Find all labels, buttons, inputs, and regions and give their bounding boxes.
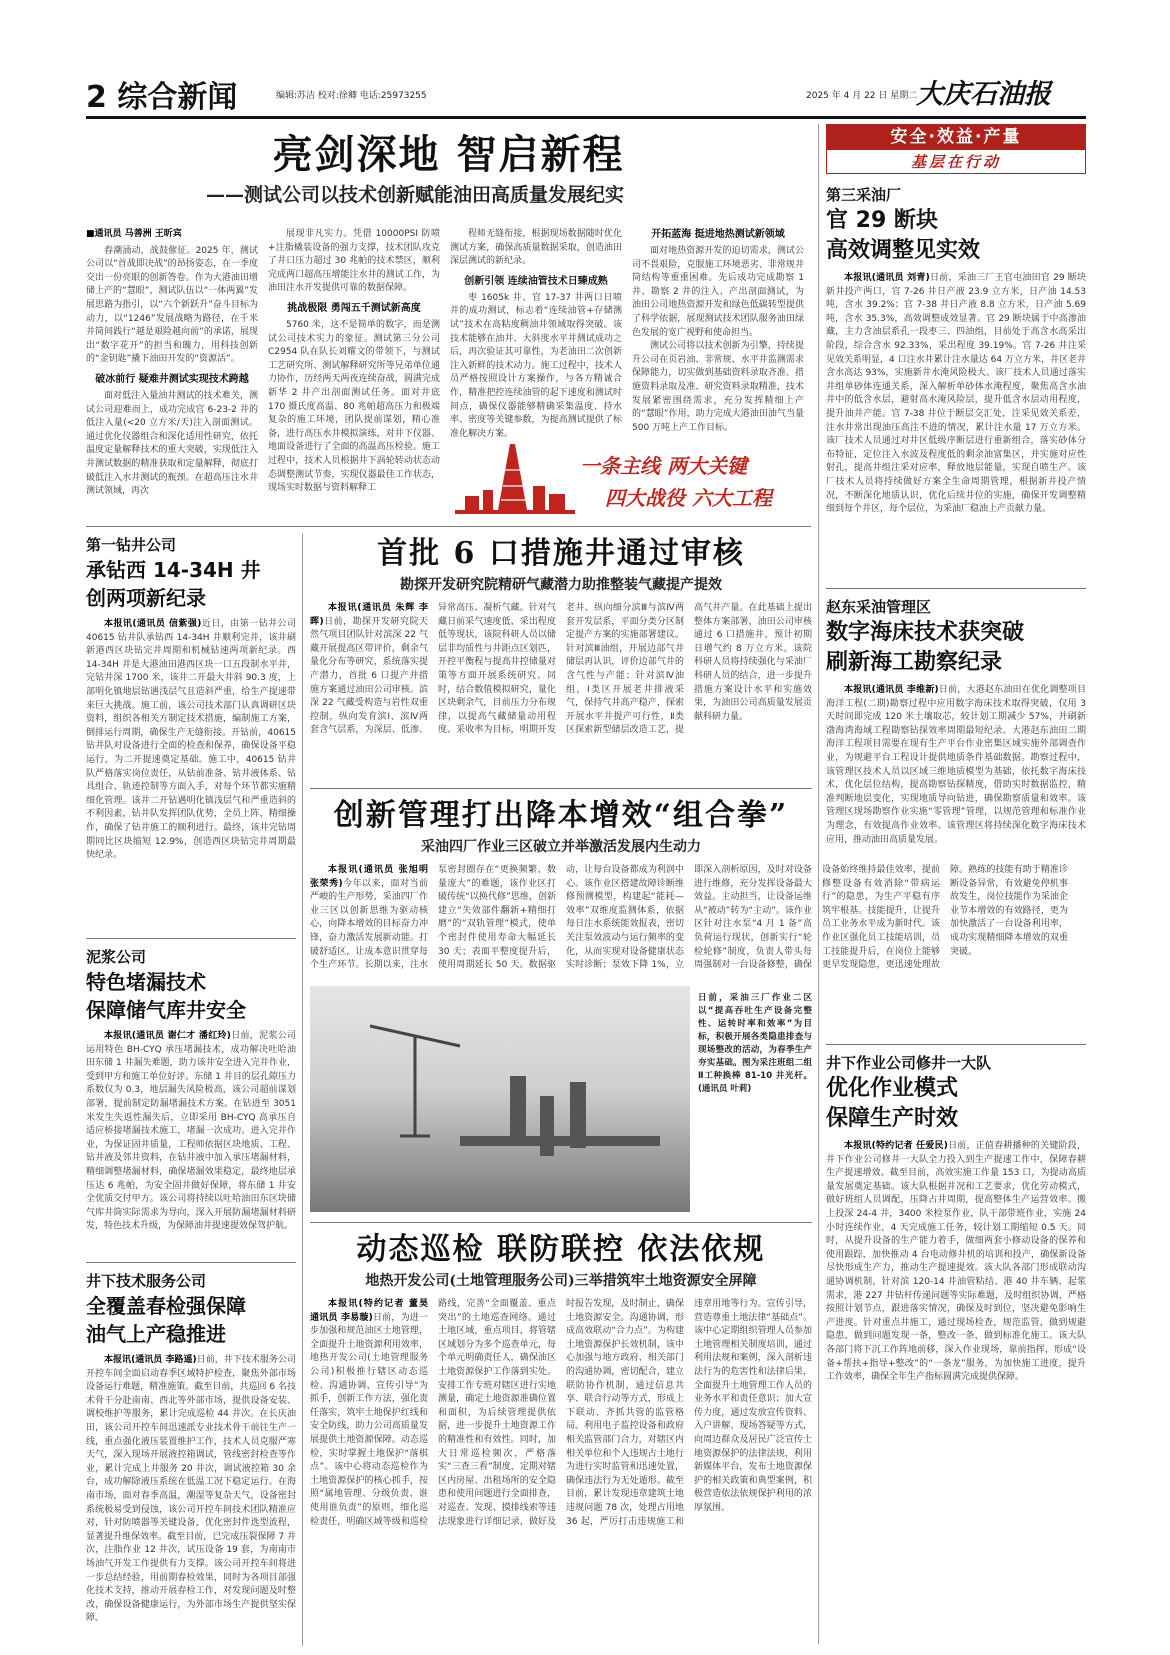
side-story-unit: 泥浆公司 bbox=[86, 948, 147, 966]
lead-byline: ■通讯员 马善洲 王昕宾 bbox=[86, 229, 182, 239]
side-story-text: 日前，大港赵东油田在优化调整项目海洋工程(二期)勘察过程中应用数字海床技术取得突破，仅用 3 天时间即完成 120 米土壤取芯，较计划工期减少 57%，并刷新渤海湾海域工程勘察钻探效率周期最短纪录。大港赵东油田二期海洋工程项目需要在现有生产平台作业密集区域实施外部调查作业，为规避平台工程设计提供地质条件基础数据。勘察过程中，该管理区技术人员以区域三维地质模型为基础，依托数字海床技术，优化层位结构，提高勘察钻探精度，借助实时数据监控，精准判断地层变化，实现地质导向钻进，确保勘察质量和效率。该管理区现场勘察作业实施“零管理”管理，以规范管理和标准作业为理念，有效提高作业效率。该管理区将持续深化数字海床技术应用，推动油田高质量发展。 bbox=[826, 685, 1086, 845]
section-rule bbox=[310, 788, 812, 789]
masthead bbox=[86, 70, 1086, 120]
side-story-text: 日前，泥浆公司运用特色 BH-CYQ 承压堵漏技术，成功解决吐哈油田东储 1 井漏失难题，助力该井安全进入完井作业，受到甲方和施工单位好评。东储 1 井目的层孔隙压力系数仅为 0.3，地层漏失风险极高，该公司超前谋划部署，提前制定防漏堵漏技术方案。在钻进至 3051 米发生失返性漏失后，立即采用 BH-CYQ 高承压自适应桥接堵漏技术施工，堵漏一次成功。进入完井作业，为保证固井质量，工程师依据区块地质、工程、钻井液及邻井资料，在钻井液中加入承压堵漏材料，精细调整堵漏材料，确保堵漏效果稳定，最终地层承压达 6 兆帕，为安全固井做好保障，将东储 1 井安全优质交付甲方。该公司将持续以吐哈油田东区块储气库井筒实际需求为导向，深入开展防漏堵漏材料研发，特色技术升级，为保障油井提速提效保驾护航。 bbox=[86, 1031, 296, 1232]
lead-headline: 亮剑深地 智启新程 bbox=[272, 131, 625, 178]
side-story-headline: 优化作业模式 bbox=[826, 1076, 959, 1101]
side-story-headline: 数字海床技术获突破 bbox=[826, 620, 1025, 645]
side-story-headline: 保障生产时效 bbox=[826, 1106, 959, 1131]
lead-subhead: 创新引领 连续油管技术日臻成熟 bbox=[464, 275, 608, 287]
side-story-1 bbox=[826, 184, 1086, 584]
column-rule bbox=[818, 124, 819, 1644]
story-c-text: 日前，为进一步加强和规范油区土地管理，全面提升土地资源利用效率，地热开发公司(土地管理服务公司)积极推行辖区动态巡检、沟通协调、宣传引导“为抓手，创新工作方法，强化责任落实，筑牢土地保护红线和安全防线，助力公司高质量发展提供土地资源保障。动态巡检，实时掌握土地保护“落棋点”。该中心将动态巡检作为土地资源保护的核心抓手，按照“属地管理、分级负责、谁使用谁负责”的原则，细化巡检责任，明确区域等级和巡检路线，完善“全面覆盖、重点突出”的土地巡查网络。通过土地区域，重点项目，将管辖区域划分为多个巡查单元，每个单元明确责任人，确保油区土地资源保护工作落到实处。安排工作专班对辖区进行实地测量，确定土地资源准确位置和面积，为后续管理提供依据，进一步提升土地资源工作的精准性和有效性。同时，加大日常巡检频次，严格落实“三查三看”制度，定期对辖区内房屋、出租场所的安全隐患和使用问题进行全面排查，对巡查、发现、摸排线索等违法现象进行详细记录，做好及时报告发现，及时制止，确保土地资源安全。沟通协调，形成高效联动“合力点”。为构建土地资源保护长效机制，该中心加强与地方政府、相关部门的沟通协调，密切配合，建立联防协作机制，通过信息共享、联合行动等方式，形成上下联动、齐抓共管的监管格局。利用电子监控设备和政府相关监管部门合力，对辖区内相关单位和个人违规占土地行为进行实时监管和迅速处置，确保违法行为无处遁形。截至目前，累计发现违章建筑土地违规问题 78 次，处理占用地 36 起，严厉打击违规施工和违章用地等行为。宣传引导，营造尊重土地法律“基础点”。该中心定期组织管理人员参加土地管理相关制度培训，通过利用法规和案例，深入剖析违法行为的危害性和法律后果，全面提升土地管理工作人员的业务水平和责任意识；加大宣传力度，通过发放宣传资料、入户讲解、现场答疑等方式，向周边群众及居民广泛宣传土地资源保护的法律法规，利用新媒体平台，发布土地资源保护的相关政策和典型案例，积极营造依法依规保护利用的浓厚氛围。 bbox=[310, 1299, 812, 1527]
story-a-subheadline: 勘探开发研究院精研气藏潜力助推整装气藏提产提效 bbox=[400, 577, 722, 593]
story-b-subheadline: 采油四厂作业三区破立并举激活发展内生动力 bbox=[421, 839, 701, 855]
side-story-body bbox=[826, 272, 1086, 517]
story-a-text: 日前，勘探开发研究院天然气项目团队针对滨深 22 气藏开展提高区带评价，剩余气量化分布等研究，系统落实提产潜力，首批 6 口提产并措施方案通过油田公司审核。滨深 22 气藏受构造与岩性双重控制，纵向发育滨Ⅰ、滨Ⅳ两套含气层系，为深层、低渗、异常高压、凝析气藏。针对气藏日前采气速度低、采出程度低等现状，该院科研人员以储层非均质性与井距点区划匹，开控平衡程与提高井控储量对策等方面开展系统研究。同时，结合数值模拟研究，量化区块剩余气，目前压力分布规律，以提高气藏储量动用程度、采收率为目标，明期开发老井、纵向细分滨Ⅲ与滨Ⅳ两套开发层系，平面分类分区制定提产方案的实施部署建议。针对滨Ⅲ油组，开展边部气井储层再认识，评价边部气井的含气性与产能；针对滨Ⅳ油组，Ⅰ类区开展老井排液采气，保持气井高产稳产，探索开展水平井提产可行性，Ⅱ类区探索新型储层改造工艺，提高气井产量。在此基础上提出整体方案部署，油田公司审核通过 6 口措施井，预计初期日增气约 8 万立方米。该院科研人员将持续强化与采油厂科研人员的结合，进一步提升措施方案设计水平和实施效果，为油田公司高质量发展贡献科研力量。 bbox=[310, 603, 812, 736]
side-story-headline: 刷新海工勘察纪录 bbox=[826, 650, 1003, 675]
side-story-body bbox=[86, 1354, 296, 1626]
lead-paragraph: 枣 1605k 井、官 17-37 井两口日喷井的成功测试，标志着“连续油管+存储测试”技术在高粘度稠油井领域取得突破。该技术能够在油井、大斜度水平井测试成功之后，再次验证其可靠性，为老油田二次创新注入新鲜的技术动力。施工过程中，技术人员严格按照设计方案操作，与各方精诚合作，精准把控连续油管的起下速度和测试时间点，确保仪器能够精确采集温度、持水率、密度等关键参数，为提高测试提供了标准化解决方案。 bbox=[450, 292, 622, 439]
column-banner bbox=[826, 124, 1086, 176]
side-story-2 bbox=[86, 534, 296, 934]
side-story-body bbox=[86, 1030, 296, 1234]
side-story-byline: 本报讯(特约记者 任爱民) bbox=[844, 1141, 948, 1151]
lead-subhead: 破冰前行 疑难井测试实现技术跨越 bbox=[95, 373, 249, 385]
side-story-headline: 保障储气库井安全 bbox=[86, 998, 246, 1022]
lead-column-2 bbox=[268, 228, 440, 518]
story-a-byline: 本报讯(通讯员 朱辉 李晖) bbox=[310, 603, 428, 627]
editor-info: 编辑:苏洁 校对:徐卿 电话:25973255 bbox=[276, 91, 427, 101]
lead-paragraph: 面对地热资源开发的迫切需求，测试公司不畏艰险，克服施工环境恶劣、非常规井筒结构等重重困难。先后成功完成勘察 1 井、勘察 2 井的注入、产出剖面测试，为油田公司地热资源开发和绿色低碳转型提供了科学依据，展现测试技术团队服务油田绿色发展的宽广视野和使命担当。 bbox=[632, 246, 804, 338]
lead-column-1 bbox=[86, 228, 258, 518]
lead-subheadline: ——测试公司以技术创新赋能油田高质量发展纪实 bbox=[206, 184, 625, 206]
side-story-text: 日前，采油三厂王官屯油田官 29 断块新井投产两口，官 7-26 井日产液 23.9 立方米，日产油 14.53 吨，含水 39.2%；官 7-38 井日产液 8.8 立方米，日产油 5.69 吨，含水 35.3%，高效调整成效显著。官 29 断块属于中高渗油藏，主力含油层系孔一段枣三、四油组，目前处于高含水高采出阶段，综合含水 92.33%，采出程度 39.19%。官 7-26 井注采见效关系明显，4 口注水井累计注水量达 64 万立方米，井区老井含水高达 93%，实施新井水淹风险极大。该厂技术人员通过落实井组单砂体连通关系，深入解析单砂体水淹程度，聚焦高含水油井中的低含水层，避射高水淹风险层，提升低含水层动用程度，提升油井产能。官 7-38 井位于断层交汇处，注采见效关系差，注水井常出现油压高注不进的情况，累计注水量 17 万立方米。该厂技术人员通过对井区低级序断层进行重新组合，落实砂体分布特征，定位注入水波及程度低的剩余油富集区，并实施对应性射孔，提高井组注采对应率，释放地层能量，实现自喷生产。该厂技术人员将持续做好方案全生命周期管理，根据新井投产情况，不断深化地质认识，优化后续井位的实施，确保开发调整精细到每个井区，每个层位，为采油厂稳油上产贡献力量。 bbox=[826, 273, 1086, 515]
side-story-byline: 本报讯(通讯员 刘青) bbox=[844, 273, 930, 283]
column-rule bbox=[302, 534, 303, 1646]
side-story-byline: 本报讯(通讯员 信紫强) bbox=[104, 619, 202, 629]
masthead-rule bbox=[86, 116, 1086, 119]
story-b-body bbox=[310, 864, 1068, 976]
side-story-headline: 创两项新纪录 bbox=[86, 586, 206, 610]
story-a-headline: 首批 6 口措施井通过审核 bbox=[377, 536, 745, 571]
lead-paragraph: 测试公司将以技术创新为引擎，持续提升公司在页岩油、非常规、水平井监测需求保障能力，切实做到基础资料录取齐准、措施资料录取及准、研究资料录取精准，技术发展紧密围绕需求，充分发挥精细上产的“慧眼”作用，助力完成大港油田油气当量 500 万吨上产工作目标。 bbox=[632, 341, 804, 433]
story-a-body bbox=[310, 602, 812, 778]
story-c-byline: 本报讯(特约记者 董昊 通讯员 李易璇) bbox=[310, 1299, 428, 1323]
field-work-photo bbox=[310, 986, 690, 1212]
story-c bbox=[310, 1230, 812, 1648]
newspaper-logo: 大庆石油报 bbox=[916, 79, 1051, 110]
side-story-unit: 第三采油厂 bbox=[826, 186, 902, 204]
side-story-4 bbox=[86, 1270, 296, 1648]
side-story-unit: 赵东采油管理区 bbox=[826, 598, 932, 616]
page-section-title: 2 综合新闻 bbox=[86, 80, 238, 115]
section-rule bbox=[826, 588, 1086, 589]
lead-paragraph: 春潮涌动，战鼓催征。2025 年，测试公司以“首战即决战”的昂扬姿态，在一季度交出一份亮眼的创新答卷。作为大港油田增储上产的“慧眼”，测试队伍以“一体两翼”发展思路为指引，以“六个新跃升”奋斗目标为动力，以“1246”发展战略为路径，在千米井筒间践行“越是艰险越向前”的承诺，展现出“数字花开”的担当和魄力，用科技创新的“金钥匙”撬下油田开发的“资源活”。 bbox=[86, 245, 258, 365]
side-story-body bbox=[826, 1140, 1086, 1385]
story-c-body bbox=[310, 1298, 812, 1638]
story-c-headline: 动态巡检 联防联控 依法依规 bbox=[356, 1232, 766, 1267]
side-story-headline: 官 29 断块 bbox=[826, 208, 938, 233]
story-b-byline: 本报讯(通讯员 张旭明 张荣秀) bbox=[310, 865, 428, 889]
side-story-body bbox=[826, 684, 1086, 847]
side-story-body bbox=[86, 618, 296, 863]
side-story-unit: 井下技术服务公司 bbox=[86, 1272, 207, 1290]
lead-paragraph: 程师无缝衔接，根据现场数据随时优化测试方案，确保高质量数据采取，创造油田深层测试的新纪录。 bbox=[450, 229, 622, 267]
lead-paragraph: 展现非凡实力。凭借 10000PSI 防喷+注脂橇装设备的强力支撑，技术团队攻克了井口压力超过 30 兆帕的技术禁区，顺利完成两口超高压增能注水井的测试工作，为油田注水开发提供可靠的数据保障。 bbox=[268, 229, 440, 294]
section-rule bbox=[310, 1222, 812, 1223]
section-rule bbox=[86, 1262, 296, 1263]
story-c-subheadline: 地热开发公司(土地管理服务公司)三举措筑牢土地资源安全屏障 bbox=[365, 1273, 757, 1289]
story-a bbox=[310, 534, 812, 784]
oil-derrick-icon bbox=[455, 440, 575, 522]
lead-paragraph: 面对低注入量油井测试的技术难关，测试公司迎难而上，成功完成官 6-23-2 井的低注入量(<20 立方米/天)注入剖面测试。通过优化仪器组合和深化适用性研究，依托温度定量解释技术的重大突破，实现低注入井测试数据的精准获取和定量解释，彻底打破低注入水井测试的瓶颈。在超高压注水井测试领域，再次 bbox=[86, 390, 258, 497]
section-rule bbox=[826, 1044, 1086, 1045]
side-story-text: 日前，正值春耕播种的关键阶段，井下作业公司修井一大队全力投入到生产提速工作中，保障春耕生产提速增效。截至目前，高效实施工作量 153 口，为提动高质量发展奠定基础。该大队根据井况和工艺要求，优化劳动模式，做好班组人员调配，压降占井周期，提高整体生产运营效率。搬上投深 24-4 井，3400 米检泵作业，队干部带班作业，实施 24 小时连续作业，4 天完成施工任务，较计划工期缩短 0.5 天。同时，从提升设备的生产能力着手，做细两套小修动设备的保养和使用跟踪，加快推动 4 台电动修井机的培训和投产，确保新设备尽快形成生产力，推动生产提速提效。该大队各部门形成联动沟通协调机制，针对滨 120-14 井油管粘结、港 40 井车辆、起浆需求，港 227 井钻杆传递问题等实际难题，及时组织协调，严格按照计划节点，跟进落实情况，确保及时到位，坚决避免影响生产进度。针对重点井施工，通过现场检查，规范监管，做到规避隐患，做到问题发现一条，整改一条，做到标准化施工。该大队各部门将下沉工作阵地前移，深入作业现场，靠前指挥，形成“设备+帮扶+指导+整改”的“一条龙”服务，为加快施工进度，提升工作效率，确保全年生产指标圆满完成提供保障。 bbox=[826, 1141, 1086, 1383]
side-story-headline: 特色堵漏技术 bbox=[86, 970, 206, 994]
column-banner-title: 安全·效益·产量 bbox=[826, 124, 1086, 150]
side-story-headline: 高效调整见实效 bbox=[826, 238, 981, 263]
slogan-line-2: 四大战役 六大工程 bbox=[605, 486, 772, 510]
side-story-text: 日前，井下技术服务公司开控车间全面启动春季区域特护检查，聚焦外部市场设备运行难题，精准施策。截至目前，共巡回 6 名技术骨干分赴南南、西北等外部市场，提供设备安装、调校维护等服务，累计完成巡检 44 井次。在长庆油田，该公司开控车间迅速派专业技术骨干前往生产一线，重点强化液压装置维护工作，技术人员克服严寒天气，深入现场开展液控箱调试，管线密封检查等作业，累计完成上井服务 20 井次，调试液控箱 30 余台，成功解除液压系统在低温工况下稳定运行。在海南市场，面对春季高温，潮湿等复杂天气，设备密封系统极易受到侵蚀，该公司开控车间技术团队精准应对，针对防喷器等关键设备，优化密封件选型流程，显著提升维保效率。截至目前，已完成压裂保障 7 井次，注脂作业 12 井次，试压设备 19 套，为南南市场油气开发工作提供有力支撑。该公司开控车间将进一步总结经验，用前期春检效果，同时为各项目部强化技术支持，推动开展春检工作，对发现问题及时整改，确保设备健康运行，为外部市场生产提供坚实保障。 bbox=[86, 1355, 296, 1624]
lead-paragraph: 5760 米，这不是简单的数字，而是测试公司技术实力的象征。测试第三分公司 C2954 队在队长刘耀文的带领下，与测试工艺研究所、测试解释研究所等兄弟单位通力协作，历经两天两夜连续奋战，圆满完成新华 2 井产出剖面测试任务。面对井底 170 摄氏度高温、80 兆帕超高压力和极端复杂的施工环境，团队提前谋划，精心准备，进行高压水井模拟演练，对井下仪器、地面设备进行了全面的高温高压检验。施工过程中，技术人员根据井下涡轮转动状态动态调整测试节奏，实现仪器最佳工作状态，现场实时数据与资料解释工 bbox=[268, 319, 440, 494]
lead-subhead: 挑战极限 勇闯五千测试新高度 bbox=[287, 302, 421, 314]
side-story-headline: 全覆盖春检强保障 bbox=[86, 1294, 246, 1318]
side-story-3 bbox=[86, 946, 296, 1258]
side-story-headline: 油气上产稳推进 bbox=[86, 1322, 226, 1346]
side-story-headline: 承钻西 14-34H 井 bbox=[86, 558, 261, 582]
story-b-headline: 创新管理打出降本增效“组合拳” bbox=[333, 798, 789, 833]
side-story-byline: 本报讯(通讯员 李路遥) bbox=[104, 1355, 197, 1365]
column-banner-subtitle: 基层在行动 bbox=[826, 150, 1086, 174]
photo-caption: 日前，采油三厂作业二区以“提高吞吐生产设备完整性、运转时率和效率”为目标，积极开展各类隐患排查与现场整改的活动，为春季生产夯实基础。图为采注班组二组Ⅱ工种换棒 81-10 井光杆。(通讯员 叶莉) bbox=[698, 993, 812, 1094]
lead-subhead: 开拓蓝海 挺进地热测试新领域 bbox=[651, 229, 785, 240]
side-story-text: 近日，由第一钻井公司 40615 钻井队承钻西 14-34H 井顺利完井，该井刷新港西区块钻完井周期和机械钻速两项新纪录。西 14-34H 井是大港油田港西区块一口五段制水平井，完钻井深 1700 米，该井二开最大井斜 90.3 度，上部明化镇地层钻遇浅层气且造斜严重，给生产提速带来巨大挑战。施工前，该公司技术部门认真调研区块资料，组织各相关方制定技术措施，编制施工方案，倒排运行周期，确保生产无缝衔接。开钻前，40615 钻井队对设备进行全面的检查和保养，确保设备平稳运行，为二开提速奠定基础。施工中，40615 钻井队严格落实岗位责任，从钻前准备、钻井液体系、钻具组合、轨迹控制等方面入手，对每个环节都实施精细化管理。该井二开钻遇明化镇浅层气和严重造斜的不利因素，钻井队发挥团队优势，全员上阵，精细操作，确保了钻井施工的顺利进行。最终，该井完钻周期同比区块缩短 12.9%，创造西区块钻完井周期最快纪录。 bbox=[86, 619, 296, 861]
side-story-byline: 本报讯(通讯员 李维新) bbox=[844, 685, 939, 695]
issue-date: 2025 年 4 月 22 日 星期二 bbox=[806, 91, 918, 101]
slogan-graphic bbox=[455, 440, 815, 522]
side-story-unit: 第一钻井公司 bbox=[86, 536, 177, 554]
section-rule bbox=[86, 526, 811, 527]
side-story-byline: 本报讯(通讯员 谢仁才 潘红玲) bbox=[104, 1031, 231, 1041]
oil-pumpjack-icon bbox=[310, 986, 690, 1212]
side-story-unit: 井下作业公司修井一大队 bbox=[826, 1054, 992, 1072]
side-story-6 bbox=[826, 1052, 1086, 1647]
slogan-line-1: 一条主线 两大关键 bbox=[580, 454, 747, 478]
story-b-text: 今年以来，面对当前严峻的生产形势，采油四厂作业三区以创新思维为驱动核心，向降本增效的目标奋力冲锋，奋力激活发展新动能。打破舒适区，让成本意识贯穿每个生产环节。长期以来，注水泵密封圈存在“更换频繁、数量庞大”的难题，该作业区打破传统“以换代修”思维，创新建立“失效部件翻新+精细打磨”的“双轨管理”模式，使单个密封件使用寿命大幅延长 30 天；表面平整度提升后，使用周期延长 50 天。数据驱动，让每台设备都成为利润中心。该作业区搭建故障诊断维修预测模型，构建起“能耗—效率”双维度监测体系，依据每日注水系统能效报表，密切关注泵效波动与运行频率的变化，从而实现对设备健康状态实时诊断；泵效下降 1%，立即深入剖析原因，及时对设备进行维修，充分发挥设备最大效益。主动担当，让设备运维从“被动”转为“主动”。该作业区针对注水泵“4 月 1 备”高负荷运行现状，创新实行“轮检轮修”制度，负责人带头每周强制对一台设备修整，确保设备始终维持最佳效率，提前修整设备有效消除“带病运行”的隐患，为生产平稳有序筑牢根基。技能提升，让提升员工业务水平成为新时代。该作业区强化员工技能培训，员工技能提升后，在岗位上能够更早发现隐患，更迅速处理故障。熟练的技能有助于精准诊断设备异常，有效避免停机事故发生，岗位技能作为采油企业节本增效的有效路径，更为加快激活了一台设备利用率，成功实现精细降本增效的双重突破。 bbox=[310, 865, 1068, 971]
section-rule bbox=[86, 938, 296, 939]
